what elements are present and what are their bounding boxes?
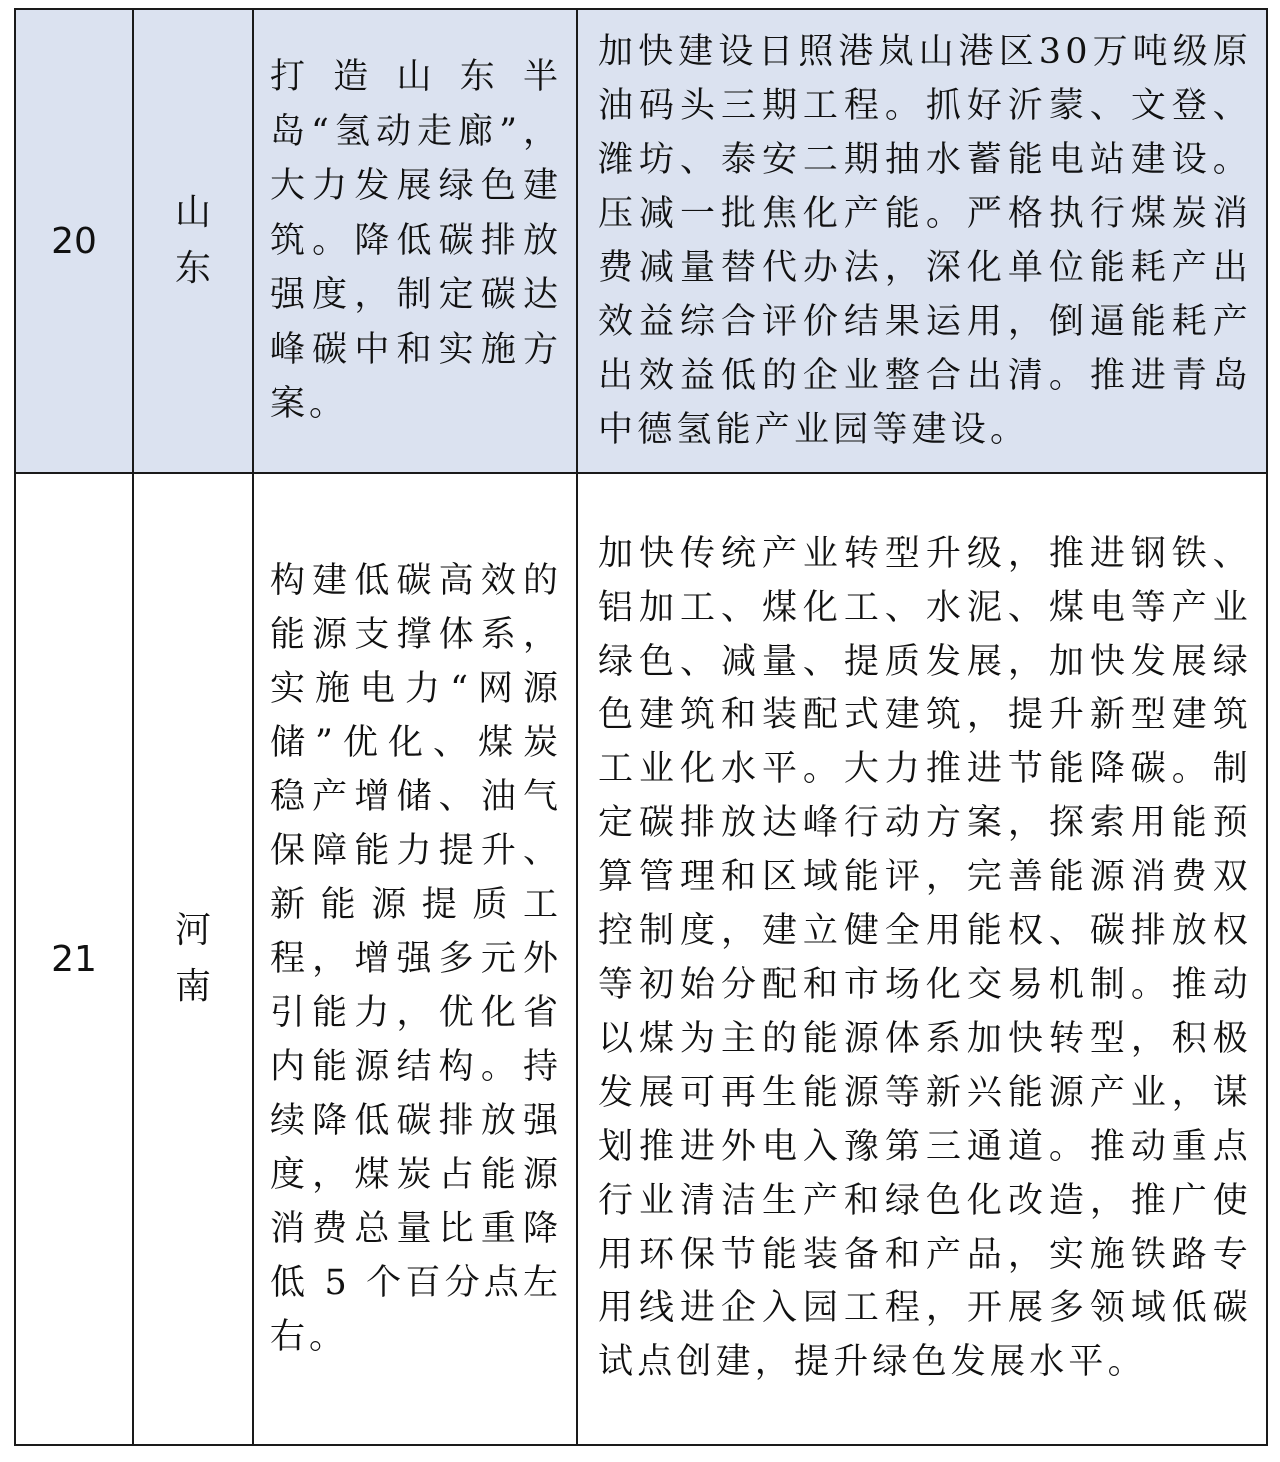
province-cell [133, 9, 253, 473]
province-cell [133, 473, 253, 1445]
tasks-text: 加快建设日照港岚山港区30万吨级原油码头三期工程。抓好沂蒙、文登、潍坊、泰安二期抽水蓄能电站建设。压减一批焦化产能。严格执行煤炭消费减量替代办法，深化单位能耗产出效益综合评价结果运用，倒逼能耗产出效益低的企业整合出清。推进青岛中德氢能产业园等建设。 [598, 32, 1252, 450]
goal-cell [253, 9, 577, 473]
goal-cell [253, 473, 577, 1445]
row-number: 21 [51, 938, 97, 980]
province-name: 河南 [174, 910, 211, 1007]
policy-table [14, 8, 1268, 1446]
tasks-cell [577, 9, 1267, 473]
table-row [15, 9, 1267, 473]
row-number: 20 [51, 220, 97, 262]
table-row [15, 473, 1267, 1445]
row-number-cell [15, 473, 133, 1445]
goal-text: 打造山东半岛“氢动走廊”，大力发展绿色建筑。降低碳排放强度，制定碳达峰碳中和实施方案。 [270, 57, 562, 425]
goal-text: 构建低碳高效的能源支撑体系，实施电力“网源储”优化、煤炭稳产增储、油气保障能力提升、新能源提质工程，增强多元外引能力，优化省内能源结构。持续降低碳排放强度，煤炭占能源消费总量比重降低 5 个百分点左右。 [270, 561, 562, 1357]
tasks-text: 加快传统产业转型升级，推进钢铁、铝加工、煤化工、水泥、煤电等产业绿色、减量、提质发展，加快发展绿色建筑和装配式建筑，提升新型建筑工业化水平。大力推进节能降碳。制定碳排放达峰行动方案，探索用能预算管理和区域能评，完善能源消费双控制度，建立健全用能权、碳排放权等初始分配和市场化交易机制。推动以煤为主的能源体系加快转型，积极发展可再生能源等新兴能源产业，谋划推进外电入豫第三通道。推动重点行业清洁生产和绿色化改造，推广使用环保节能装备和产品，实施铁路专用线进企入园工程，开展多领域低碳试点创建，提升绿色发展水平。 [598, 533, 1252, 1383]
tasks-cell [577, 473, 1267, 1445]
province-name: 山东 [174, 192, 211, 289]
row-number-cell [15, 9, 133, 473]
